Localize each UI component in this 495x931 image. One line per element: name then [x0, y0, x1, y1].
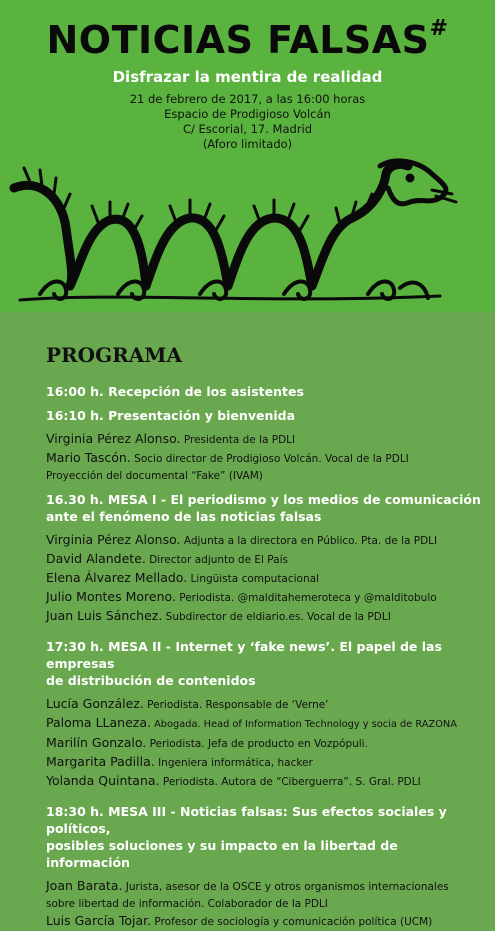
speaker-item: Virginia Pérez Alonso. Presidenta de la PDLI [46, 431, 296, 446]
speaker-item: Margarita Padilla. Ingeniera informática, hacker [46, 754, 313, 769]
speaker-item: Virginia Pérez Alonso. Adjunta a la directora en Público. Pta. de la PDLI [46, 532, 438, 547]
poster-subtitle: Disfrazar la mentira de realidad [112, 68, 383, 86]
speaker-item: Paloma LLaneza. Abogada. Head of Information Technology y socia de RAZONA [46, 715, 457, 730]
program-list [46, 383, 486, 931]
title-hash-mark: # [429, 16, 449, 41]
documentary-screening: Proyección del documental “Fake” (IVAM) [46, 470, 263, 482]
session-mesa-3 [46, 803, 486, 871]
mesa-1-speakers [46, 531, 486, 626]
mesa-3-title-line: 18:30 h. MESA III - Noticias falsas: Sus efectos sociales y políticos, [46, 804, 447, 836]
event-address: C/ Escorial, 17. Madrid [182, 122, 313, 136]
title-text: NOTICIAS FALSAS [46, 18, 430, 62]
sea-serpent-illustration [0, 158, 495, 308]
poster-title [0, 18, 495, 62]
session-mesa-2 [46, 638, 486, 689]
speaker-item: Yolanda Quintana. Periodista. Autora de “Ciberguerra”. S. Gral. PDLI [46, 773, 421, 788]
speaker-item: Elena Álvarez Mellado. Lingüista computacional [46, 570, 319, 585]
speaker-item: David Alandete. Director adjunto de El País [46, 551, 288, 566]
header-section [0, 0, 495, 312]
event-date: 21 de febrero de 2017, a las 16:00 horas [129, 92, 366, 106]
mesa-2-title-line: de distribución de contenidos [46, 673, 256, 688]
session-mesa-1 [46, 491, 486, 525]
event-venue: Espacio de Prodigioso Volcán [164, 107, 331, 121]
event-capacity: (Aforo limitado) [202, 137, 293, 151]
mesa-2-speakers [46, 695, 486, 791]
mesa-1-title-line: ante el fenómeno de las noticias falsas [46, 509, 322, 524]
speaker-item: Juan Luis Sánchez. Subdirector de eldiario.es. Vocal de la PDLI [46, 608, 391, 623]
session-welcome: 16:10 h. Presentación y bienvenida [46, 408, 296, 423]
mesa-2-title-line: 17:30 h. MESA II - Internet y ‘fake news’. El papel de las empresas [46, 639, 442, 671]
speaker-item: Luis García Tojar. Profesor de sociología y comunicación política (UCM) [46, 913, 433, 928]
mesa-3-title-line: posibles soluciones y su impacto en la libertad de información [46, 838, 398, 870]
session-reception: 16:00 h. Recepción de los asistentes [46, 384, 304, 399]
speaker-desc-continued: sobre libertad de información. Colaborador de la PDLI [46, 898, 328, 910]
speaker-item: Marilín Gonzalo. Periodista. Jefa de producto en Vozpópuli. [46, 735, 368, 750]
speaker-item: Joan Barata. Jurista, asesor de la OSCE y otros organismos internacionales [46, 878, 449, 893]
speaker-item: Lucía González. Periodista. Responsable de ‘Verne’ [46, 696, 329, 711]
welcome-speakers [46, 430, 486, 484]
speaker-item: Julio Montes Moreno. Periodista. @malditahemeroteca y @malditobulo [46, 589, 437, 604]
speaker-item: Mario Tascón. Socio director de Prodigioso Volcán. Vocal de la PDLI [46, 450, 409, 465]
mesa-1-title-line: 16.30 h. MESA I - El periodismo y los medios de comunicación [46, 492, 481, 507]
mesa-3-speakers [46, 877, 486, 931]
program-heading: PROGRAMA [46, 343, 182, 367]
